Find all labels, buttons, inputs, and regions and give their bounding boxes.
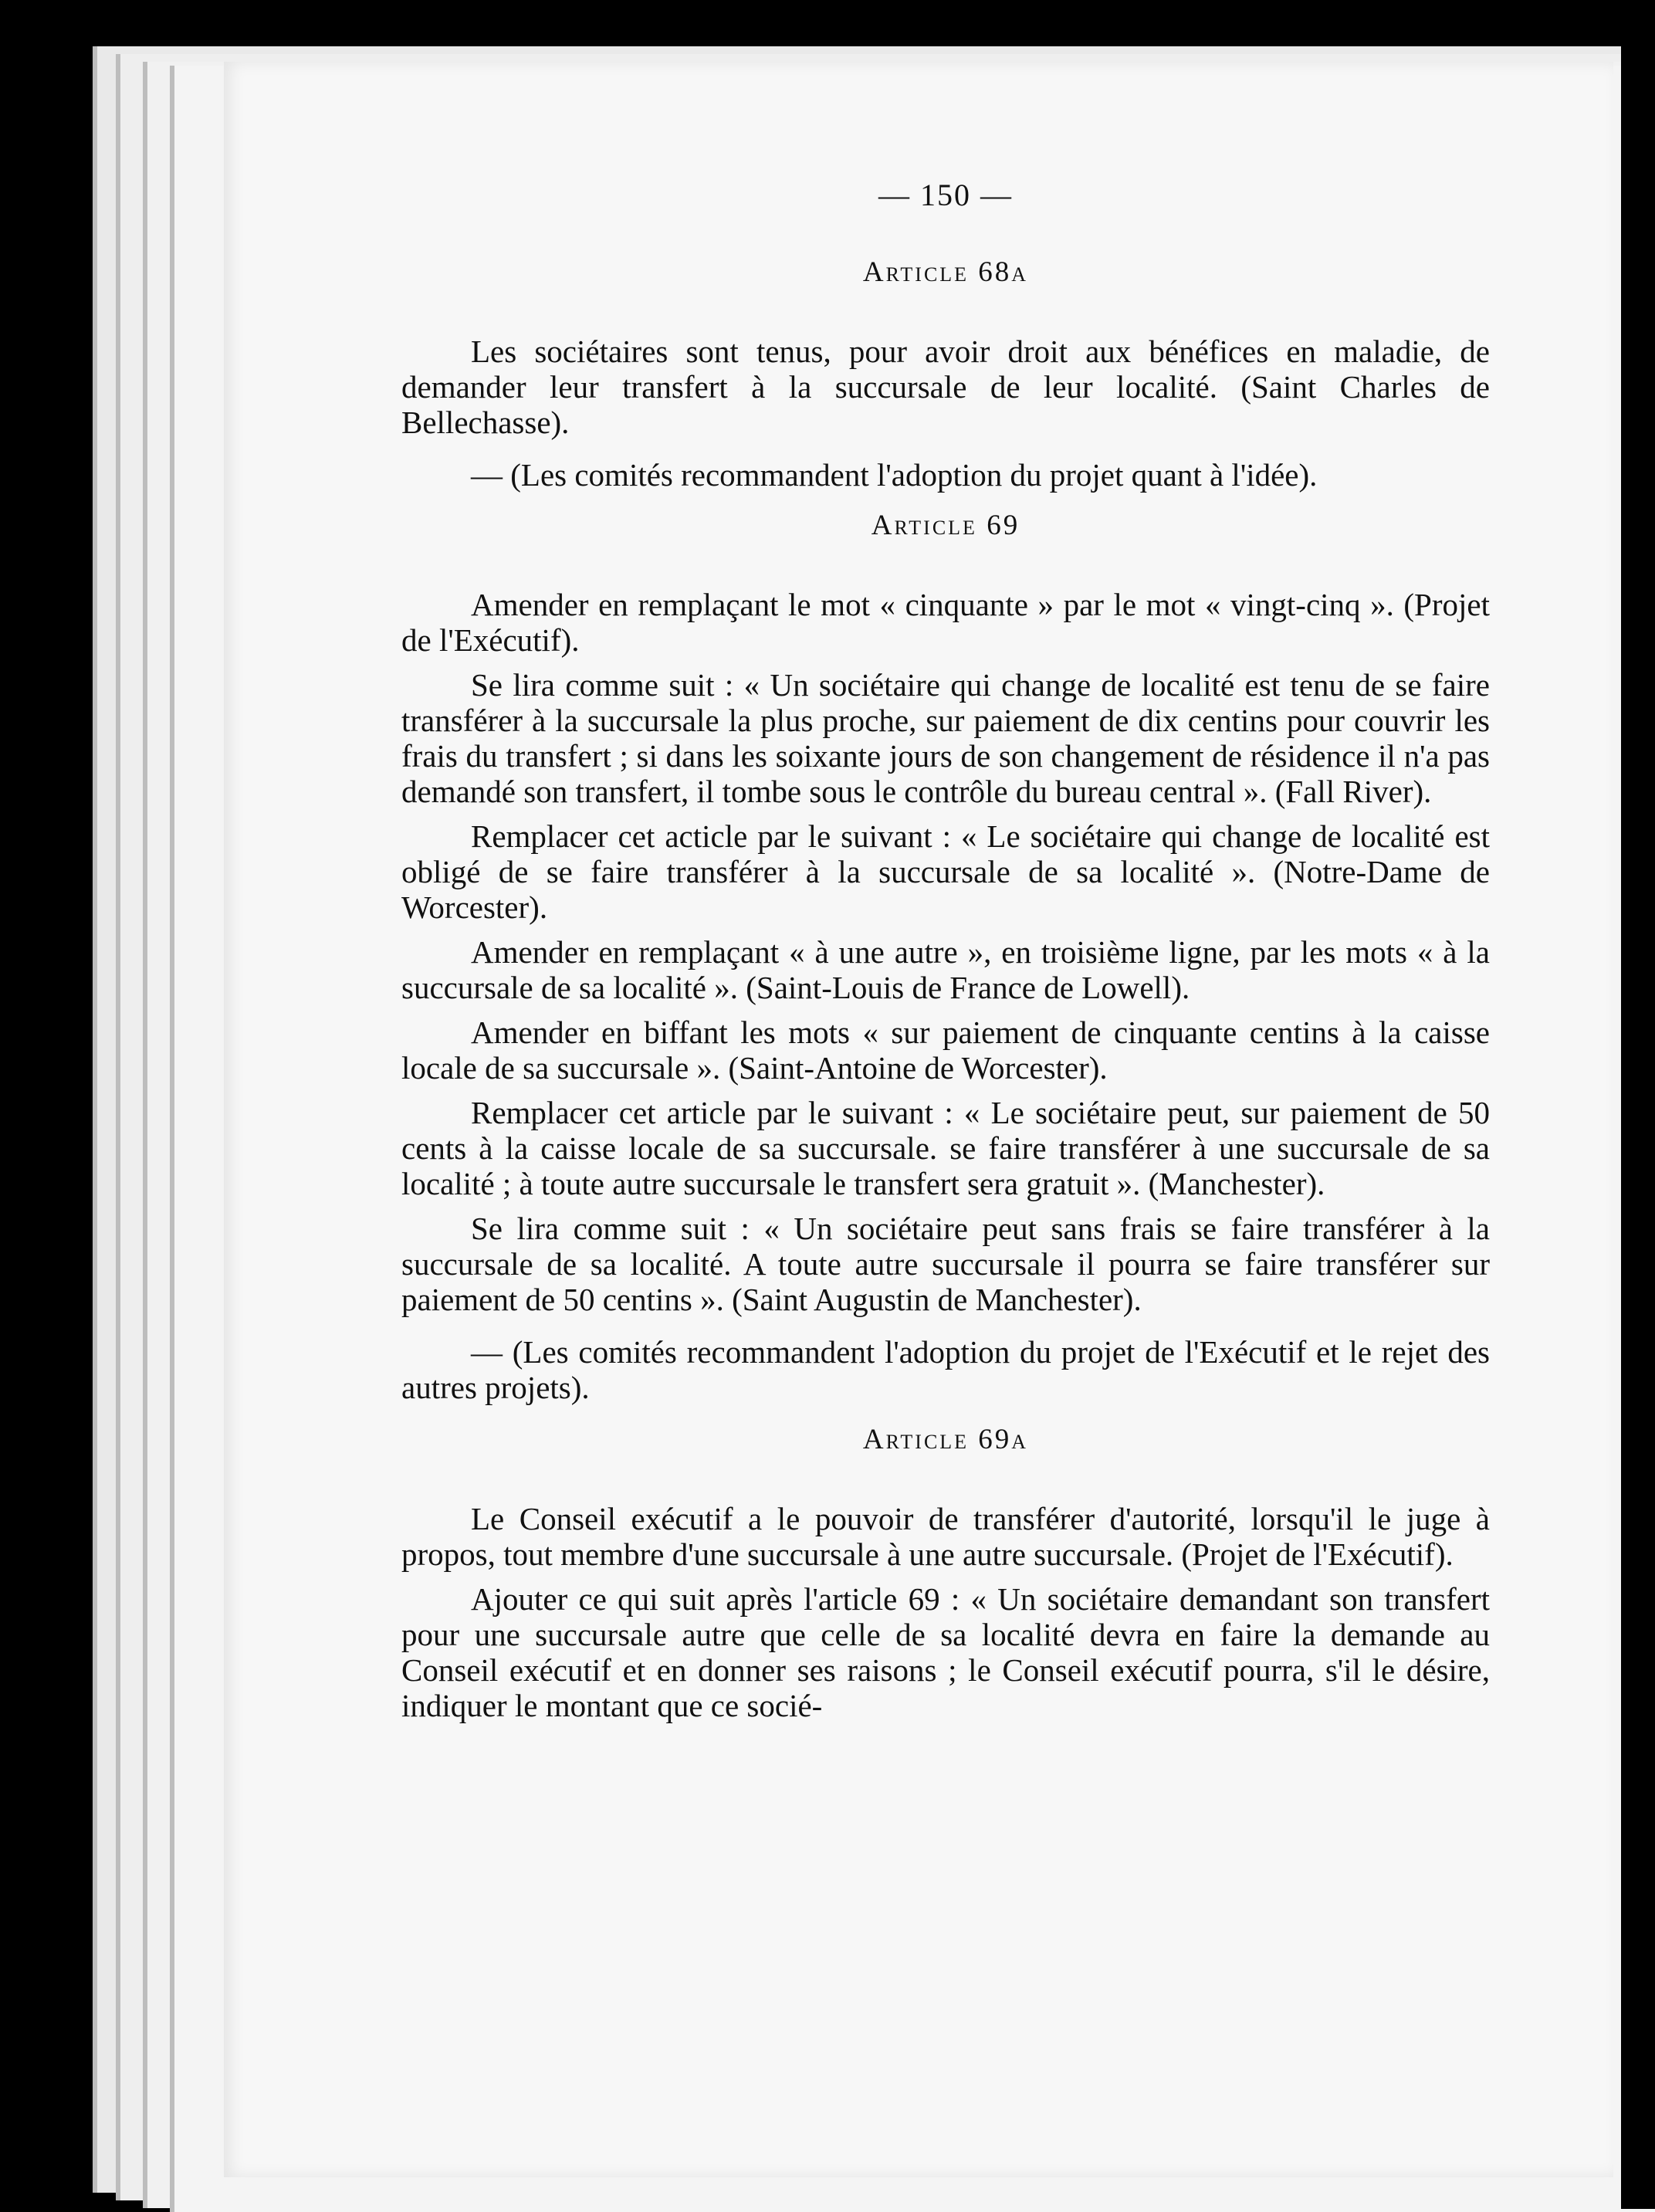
paragraph: Remplacer cet article par le suivant : « Le sociétaire peut, sur paiement de 50 cents à la caisse locale de sa succursale. se faire transférer à une succursale de sa localité ; à toute autre succursale le transfert sera gratuit ». (Manchester).: [401, 1095, 1490, 1201]
section-article-69: [401, 508, 1490, 1405]
section-heading: Article 69: [871, 510, 1020, 541]
paragraph: Les sociétaires sont tenus, pour avoir droit aux bénéfices en maladie, de demander leur transfert à la succursale de leur localité. (Saint Charles de Bellechasse).: [401, 334, 1490, 440]
section-article-69a: [401, 1422, 1490, 1723]
paragraph: Se lira comme suit : « Un sociétaire peut sans frais se faire transférer à la succursale de sa localité. A toute autre succursale il pourra se faire transférer sur paiement de 50 centins ». (Saint Augustin de Manchester).: [401, 1211, 1490, 1317]
paragraph: — (Les comités recommandent l'adoption du projet de l'Exécutif et le rejet des autres projets).: [401, 1334, 1490, 1405]
paragraph: Ajouter ce qui suit après l'article 69 : « Un sociétaire demandant son transfert pour une succursale autre que celle de sa localité devra en faire la demande au Conseil exécutif et en donner ses raisons ; le Conseil exécutif pourra, s'il le désire, indiquer le montant que ce socié-: [401, 1581, 1490, 1723]
paragraph: Le Conseil exécutif a le pouvoir de transférer d'autorité, lorsqu'il le juge à propos, tout membre d'une succursale à une autre succursale. (Projet de l'Exécutif).: [401, 1501, 1490, 1572]
section-article-68a: [401, 255, 1490, 493]
paragraph: Amender en remplaçant « à une autre », en troisième ligne, par les mots « à la succursale de sa localité ». (Saint-Louis de France de Lowell).: [401, 934, 1490, 1005]
page-number: — 150 —: [878, 178, 1013, 212]
paragraph: Amender en biffant les mots « sur paiement de cinquante centins à la caisse locale de sa succursale ». (Saint-Antoine de Worcester).: [401, 1015, 1490, 1086]
paragraph: — (Les comités recommandent l'adoption du projet quant à l'idée).: [471, 457, 1318, 493]
paragraph: Amender en remplaçant le mot « cinquante » par le mot « vingt-cinq ». (Projet de l'Exécutif).: [401, 587, 1490, 658]
paragraph: Se lira comme suit : « Un sociétaire qui change de localité est tenu de se faire transférer à la succursale la plus proche, sur paiement de dix centins pour couvrir les frais du transfert ; si dans les soixante jours de son changement de résidence il n'a pas demandé son transfert, il tombe sous le contrôle du bureau central ». (Fall River).: [401, 667, 1490, 809]
page-text: [401, 178, 1490, 1733]
paragraph: Remplacer cet acticle par le suivant : « Le sociétaire qui change de localité est obligé de se faire transférer à la succursale de sa localité ». (Notre-Dame de Worcester).: [401, 818, 1490, 925]
scan-border: [1621, 0, 1655, 2209]
section-heading: Article 68a: [862, 256, 1029, 288]
section-heading: Article 69a: [862, 1424, 1029, 1455]
